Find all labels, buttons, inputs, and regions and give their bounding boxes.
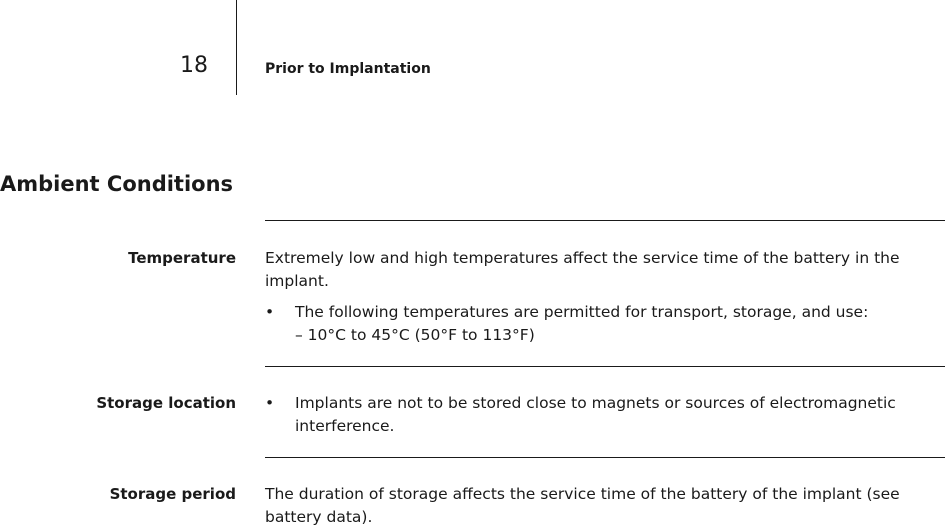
section-title: Ambient Conditions <box>0 172 234 196</box>
storage-period-paragraph: The duration of storage affects the service time of the battery of the implant (see battery data). <box>265 485 900 526</box>
temperature-bullet-text: The following temperatures are permitted for transport, storage, and use: <box>295 303 869 321</box>
temperature-range: – 10°C to 45°C (50°F to 113°F) <box>295 326 535 344</box>
bullet-icon: • <box>265 394 275 412</box>
row-body-storage-period <box>265 483 937 529</box>
bullet-icon: • <box>265 303 275 321</box>
row-label-temperature: Temperature <box>128 249 236 267</box>
row-label-storage-period: Storage period <box>109 485 236 503</box>
header-divider <box>236 0 237 95</box>
page-number: 18 <box>180 53 208 78</box>
storage-location-bullet-text: Implants are not to be stored close to magnets or sources of electromagnetic interference. <box>295 394 896 435</box>
row-divider <box>265 220 945 221</box>
row-divider <box>265 366 945 367</box>
temperature-bullet <box>265 301 937 347</box>
row-divider <box>265 457 945 458</box>
row-label-storage-location: Storage location <box>96 394 236 412</box>
storage-location-bullet <box>265 392 937 438</box>
row-body-temperature <box>265 247 937 347</box>
row-body-storage-location <box>265 392 937 438</box>
running-head: Prior to Implantation <box>265 61 431 77</box>
temperature-paragraph: Extremely low and high temperatures affect the service time of the battery in the implant. <box>265 249 900 290</box>
